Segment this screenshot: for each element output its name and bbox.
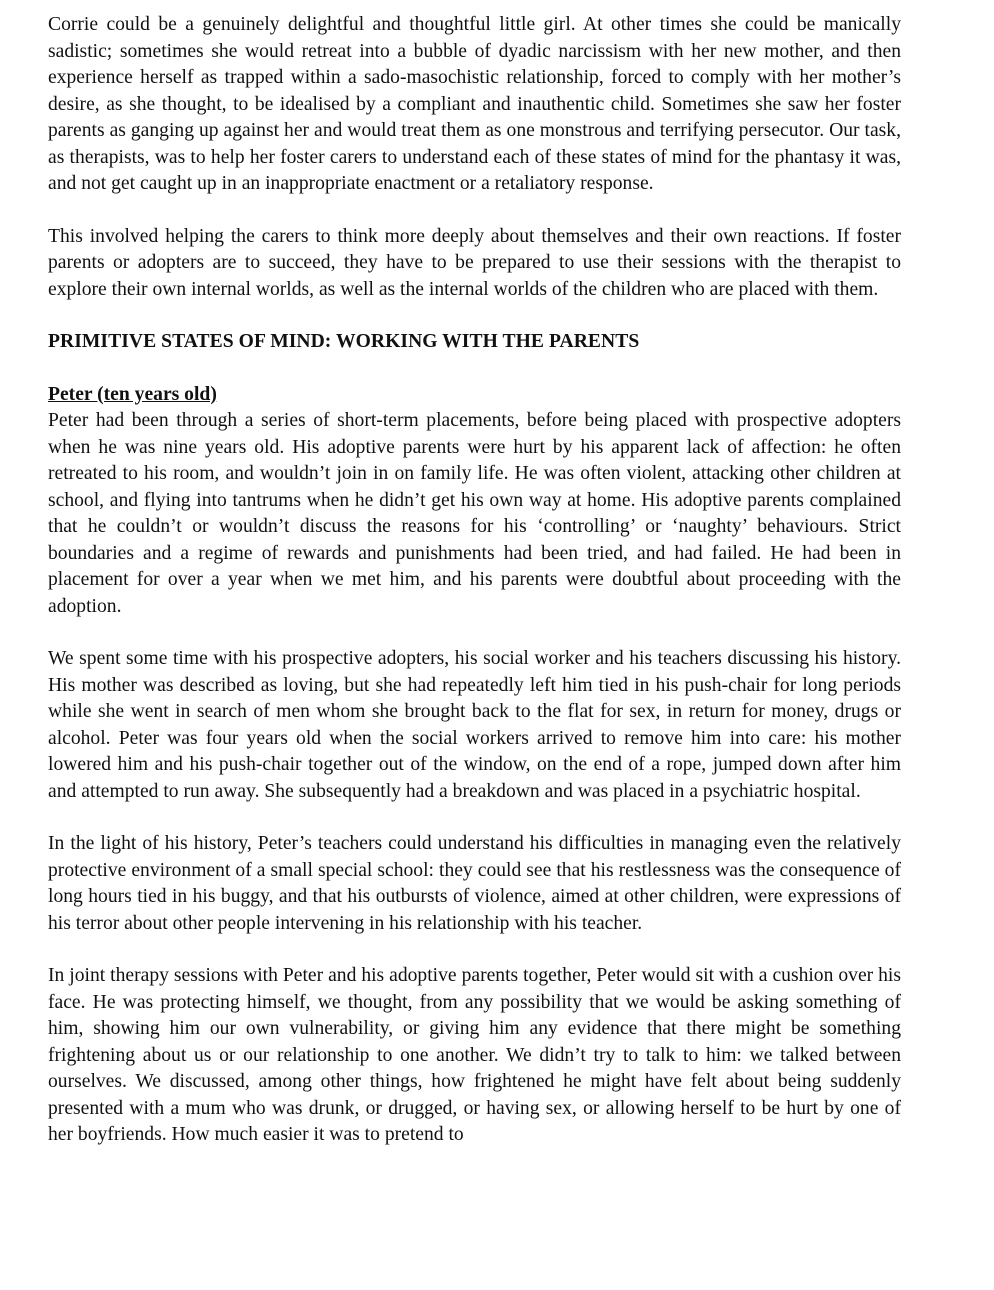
paragraph-peter-placement: Peter had been through a series of short-term placements, before being placed with prospective adopters when he was nine years old. His adoptive parents were hurt by his apparent lack of affection: he often retreated to his room, and wouldn’t join in on family life. He was often violent, attacking other children at school, and flying into tantrums when he didn’t get his own way at home. His adoptive parents complained that he couldn’t or wouldn’t discuss the reasons for his ‘controlling’ or ‘naughty’ behaviours. Strict boundaries and a regime of rewards and punishments had been tried, and had failed. He had been in placement for over a year when we met him, and his parents were doubtful about proceeding with the adoption.: [48, 410, 901, 617]
paragraph-corrie-states: Corrie could be a genuinely delightful and thoughtful little girl. At other times she could be manically sadistic; sometimes she would retreat into a bubble of dyadic narcissism with her new mother, and then experience herself as trapped within a sado-masochistic relationship, forced to comply with her mother’s desire, as she thought, to be idealised by a compliant and inauthentic child. Sometimes she saw her foster parents as ganging up against her and would treat them as one monstrous and terrifying persecutor. Our task, as therapists, was to help her foster carers to understand each of these states of mind for the phantasy it was, and not get caught up in an inappropriate enactment or a retaliatory response.: [48, 14, 901, 194]
document-page: [48, 12, 901, 1175]
section-heading: PRIMITIVE STATES OF MIND: WORKING WITH THE PARENTS: [48, 331, 640, 352]
paragraph-peter-therapy: In joint therapy sessions with Peter and his adoptive parents together, Peter would sit with a cushion over his face. He was protecting himself, we thought, from any possibility that we would be asking something of him, showing him our own vulnerability, or giving him any evidence that there might be something frightening about us or our relationship to one another. We didn’t try to talk to him: we talked between ourselves. We discussed, among other things, how frightened he might have felt about being suddenly presented with a mum who was drunk, or drugged, or having sex, or allowing herself to be hurt by one of her boyfriends. How much easier it was to pretend to: [48, 965, 901, 1145]
paragraph-carers-reflection: This involved helping the carers to think more deeply about themselves and their own reactions. If foster parents or adopters are to succeed, they have to be prepared to use their sessions with the therapist to explore their own internal worlds, as well as the internal worlds of the children who are placed with them.: [48, 225, 901, 300]
case-heading: Peter (ten years old): [48, 383, 217, 405]
paragraph-peter-teachers: In the light of his history, Peter’s teachers could understand his difficulties in managing even the relatively protective environment of a small special school: they could see that his restlessness was the consequence of long hours tied in his buggy, and that his outbursts of violence, aimed at other children, were expressions of his terror about other people intervening in his relationship with his teacher.: [48, 833, 901, 934]
paragraph-peter-history: We spent some time with his prospective adopters, his social worker and his teachers discussing his history. His mother was described as loving, but she had repeatedly left him tied in his push-chair for long periods while she went in search of men whom she brought back to the flat for sex, in return for money, drugs or alcohol. Peter was four years old when the social workers arrived to remove him into care: his mother lowered him and his push-chair together out of the window, on the end of a rope, jumped down after him and attempted to run away. She subsequently had a breakdown and was placed in a psychiatric hospital.: [48, 648, 901, 802]
